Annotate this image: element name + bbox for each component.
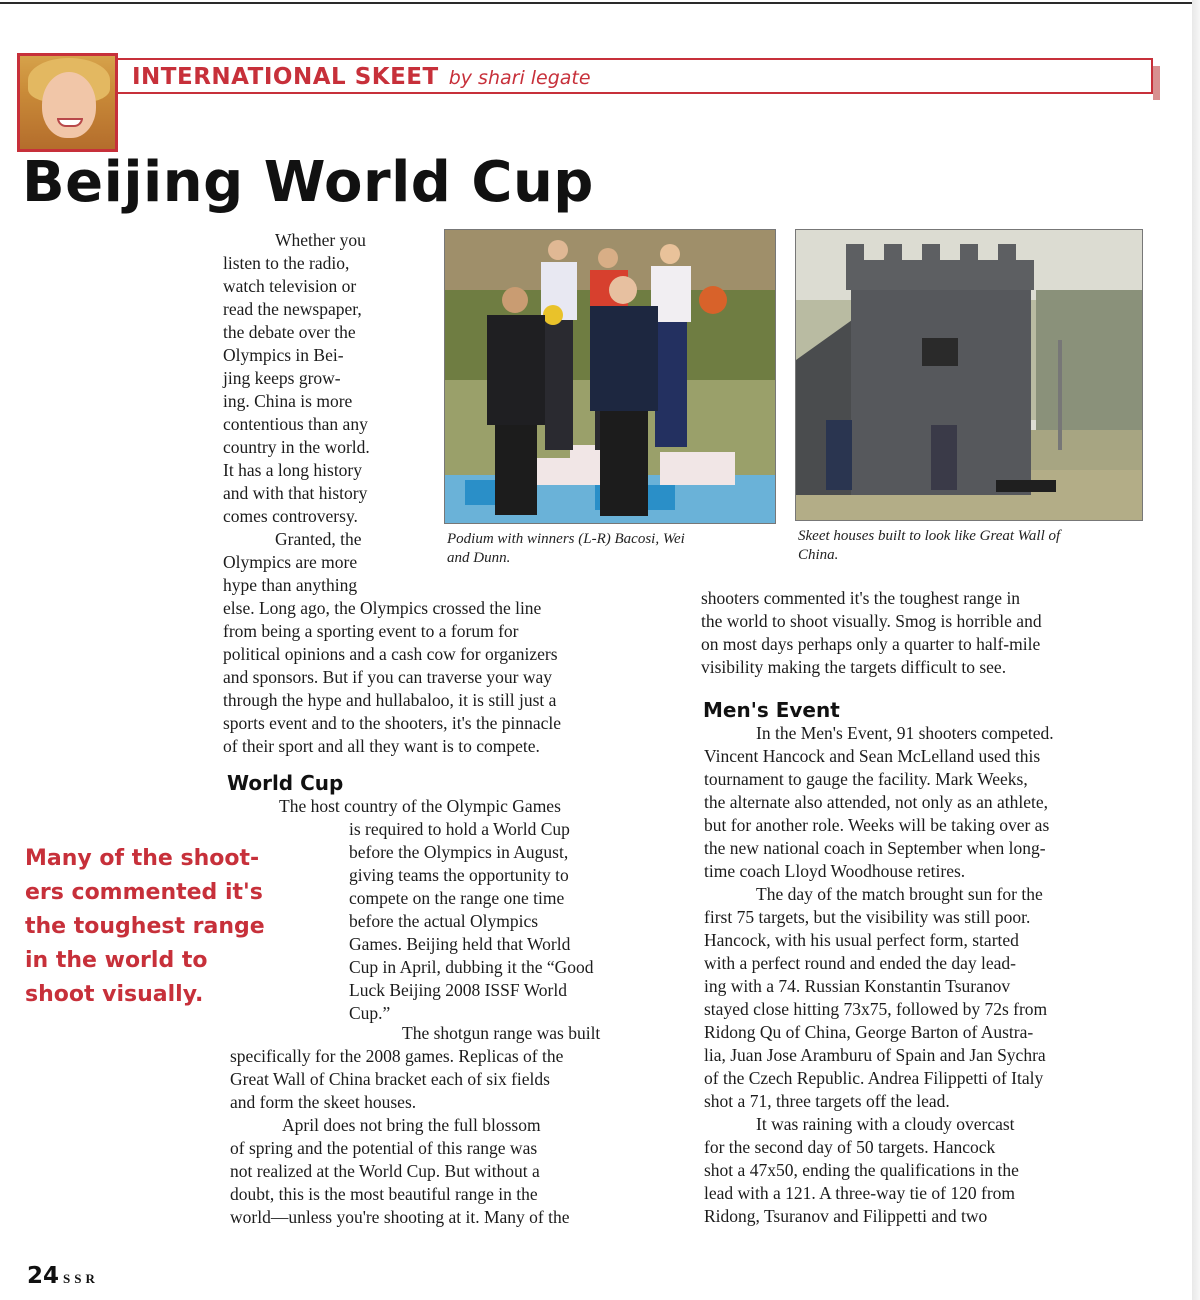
- text-line: visibility making the targets difficult to see.: [701, 657, 1007, 677]
- text-line: political opinions and a cash cow for organizers: [223, 644, 558, 664]
- text-line: Games. Beijing held that World: [349, 934, 571, 954]
- column-title: INTERNATIONAL SKEET: [132, 64, 439, 90]
- text-line: lia, Juan Jose Aramburu of Spain and Jan Sychra: [704, 1045, 1046, 1065]
- page-footer: [27, 1263, 99, 1289]
- text-line: watch television or: [223, 276, 357, 296]
- text-line: is required to hold a World Cup: [349, 819, 570, 839]
- author-photo: [17, 53, 118, 152]
- text-line: ing. China is more: [223, 391, 353, 411]
- text-line: sports event and to the shooters, it's the pinnacle: [223, 713, 562, 733]
- text-line: before the actual Olympics: [349, 911, 539, 931]
- text-line: contentious than any: [223, 414, 368, 434]
- text-line: Granted, the: [275, 529, 362, 549]
- text-line: of their sport and all they want is to compete.: [223, 736, 540, 756]
- text-line: the new national coach in September when long-: [704, 838, 1046, 858]
- text-line: The host country of the Olympic Games: [279, 796, 561, 816]
- text-line: of the Czech Republic. Andrea Filippetti of Italy: [704, 1068, 1044, 1088]
- page-number: 24: [27, 1263, 60, 1289]
- text-line: but for another role. Weeks will be taking over as: [704, 815, 1050, 835]
- text-line: read the newspaper,: [223, 299, 362, 319]
- caption-line: Skeet houses built to look like Great Wall of: [798, 528, 1061, 544]
- intro-paragraph: [223, 229, 561, 758]
- text-line: hype than anything: [223, 575, 358, 595]
- text-line: else. Long ago, the Olympics crossed the line: [223, 598, 542, 618]
- text-line: and sponsors. But if you can traverse your way: [223, 667, 553, 687]
- text-line: The shotgun range was built: [402, 1023, 601, 1043]
- text-line: tournament to gauge the facility. Mark Weeks,: [704, 769, 1028, 789]
- text-line: Luck Beijing 2008 ISSF World: [349, 980, 567, 1000]
- text-line: specifically for the 2008 games. Replicas of the: [230, 1046, 564, 1066]
- column-header: [118, 58, 1153, 94]
- text-line: from being a sporting event to a forum for: [223, 621, 519, 641]
- world-cup-lead-line: [279, 795, 561, 818]
- mens-event-paragraph: [704, 722, 1054, 1228]
- text-line: The day of the match brought sun for the: [756, 884, 1043, 904]
- text-line: with a perfect round and ended the day lead-: [704, 953, 1016, 973]
- text-line: through the hype and hullabaloo, it is still just a: [223, 690, 557, 710]
- caption-line: China.: [798, 547, 839, 563]
- range-paragraph: [230, 1022, 600, 1229]
- text-line: of spring and the potential of this range was: [230, 1138, 538, 1158]
- caption-line: Podium with winners (L-R) Bacosi, Wei: [447, 531, 685, 547]
- world-cup-heading: World Cup: [227, 771, 344, 795]
- text-line: Cup in April, dubbing it the “Good: [349, 957, 594, 977]
- skeet-house-caption: [798, 527, 1060, 565]
- text-line: before the Olympics in August,: [349, 842, 569, 862]
- magazine-name: SSR: [63, 1271, 99, 1286]
- text-line: stayed close hitting 73x75, followed by 72s from: [704, 999, 1048, 1019]
- text-line: Cup.”: [349, 1003, 391, 1023]
- text-line: lead with a 121. A three-way tie of 120 from: [704, 1183, 1016, 1203]
- pull-quote-line: in the world to: [25, 948, 208, 973]
- text-line: In the Men's Event, 91 shooters competed.: [756, 723, 1054, 743]
- text-line: comes controversy.: [223, 506, 358, 526]
- column-header-text: [132, 64, 591, 90]
- text-line: Olympics in Bei-: [223, 345, 344, 365]
- text-line: time coach Lloyd Woodhouse retires.: [704, 861, 966, 881]
- text-line: country in the world.: [223, 437, 370, 457]
- pull-quote-line: the toughest range: [25, 914, 265, 939]
- page-edge: [1192, 0, 1200, 1300]
- text-line: and form the skeet houses.: [230, 1092, 417, 1112]
- text-line: shot a 47x50, ending the qualifications in the: [704, 1160, 1019, 1180]
- skeet-house-photo: [795, 229, 1143, 521]
- world-cup-paragraph: [349, 818, 594, 1025]
- text-line: and with that history: [223, 483, 368, 503]
- text-line: April does not bring the full blossom: [282, 1115, 541, 1135]
- caption-line: and Dunn.: [447, 550, 511, 566]
- text-line: not realized at the World Cup. But without a: [230, 1161, 540, 1181]
- text-line: Vincent Hancock and Sean McLelland used this: [704, 746, 1041, 766]
- column-byline: by shari legate: [448, 67, 591, 89]
- pull-quote-line: Many of the shoot-: [25, 846, 260, 871]
- text-line: Olympics are more: [223, 552, 358, 572]
- text-line: ing with a 74. Russian Konstantin Tsuranov: [704, 976, 1011, 996]
- author-face: [42, 72, 96, 138]
- text-line: first 75 targets, but the visibility was still poor.: [704, 907, 1031, 927]
- text-line: jing keeps grow-: [223, 368, 341, 388]
- text-line: Hancock, with his usual perfect form, started: [704, 930, 1019, 950]
- text-line: compete on the range one time: [349, 888, 565, 908]
- text-line: giving teams the opportunity to: [349, 865, 569, 885]
- shooters-paragraph: [701, 587, 1042, 679]
- text-line: doubt, this is the most beautiful range in the: [230, 1184, 538, 1204]
- text-line: Great Wall of China bracket each of six fields: [230, 1069, 550, 1089]
- text-line: It has a long history: [223, 460, 363, 480]
- text-line: the debate over the: [223, 322, 356, 342]
- text-line: world—unless you're shooting at it. Many of the: [230, 1207, 570, 1227]
- pull-quote-line: shoot visually.: [25, 982, 204, 1007]
- text-line: Ridong Qu of China, George Barton of Austra-: [704, 1022, 1034, 1042]
- text-line: shooters commented it's the toughest range in: [701, 588, 1021, 608]
- text-line: shot a 71, three targets off the lead.: [704, 1091, 950, 1111]
- text-line: Ridong, Tsuranov and Filippetti and two: [704, 1206, 988, 1226]
- article-headline: Beijing World Cup: [22, 150, 594, 215]
- text-line: the world to shoot visually. Smog is horrible and: [701, 611, 1042, 631]
- top-rule: [0, 2, 1200, 4]
- text-line: listen to the radio,: [223, 253, 350, 273]
- text-line: on most days perhaps only a quarter to half-mile: [701, 634, 1041, 654]
- text-line: for the second day of 50 targets. Hancock: [704, 1137, 996, 1157]
- text-line: Whether you: [275, 230, 366, 250]
- skeet-house-photo-image: [796, 230, 1142, 520]
- text-line: the alternate also attended, not only as an athlete,: [704, 792, 1049, 812]
- mens-event-heading: Men's Event: [703, 698, 840, 722]
- text-line: It was raining with a cloudy overcast: [756, 1114, 1015, 1134]
- pull-quote-line: ers commented it's: [25, 880, 263, 905]
- pull-quote: [25, 842, 345, 1012]
